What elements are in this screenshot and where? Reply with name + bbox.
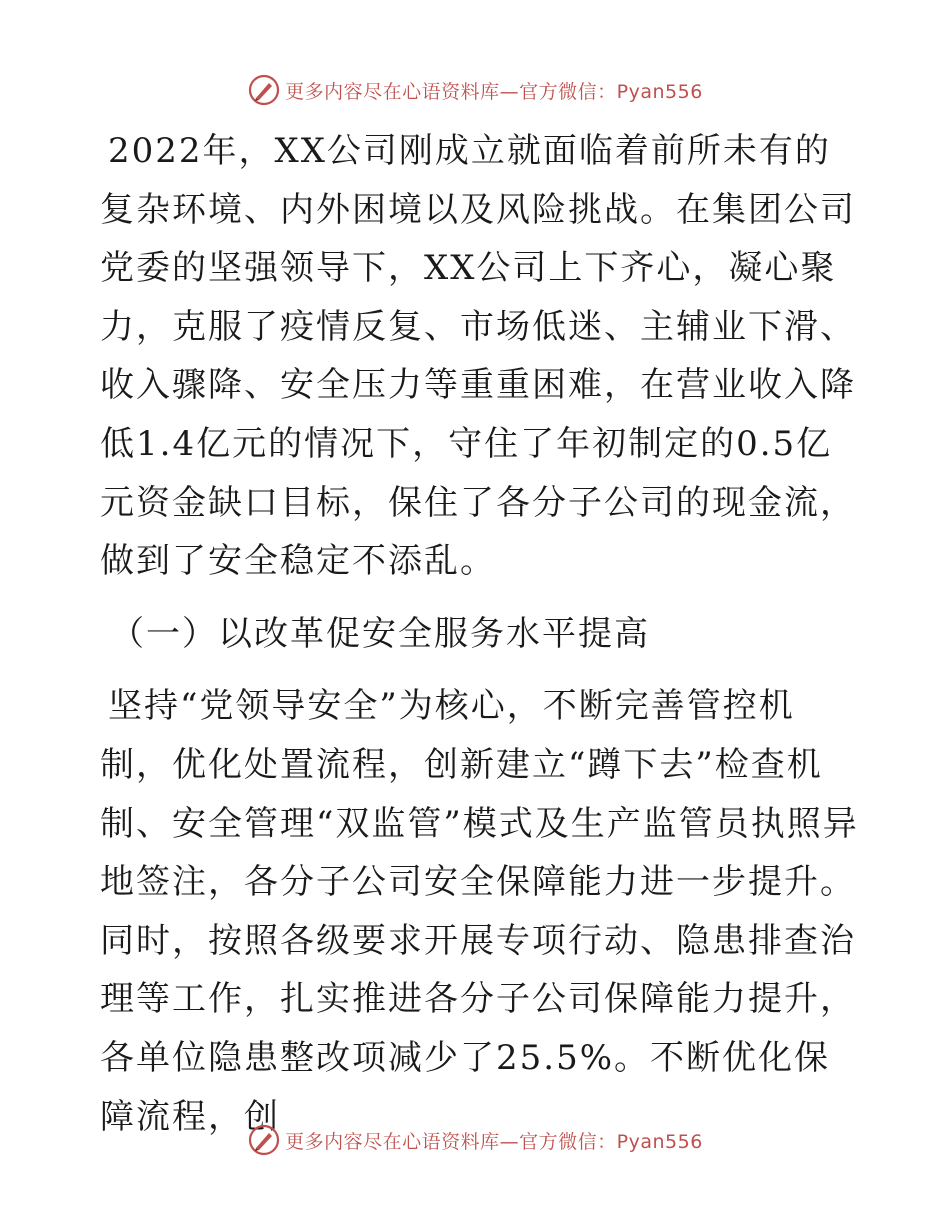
paragraph-intro: 2022年，XX公司刚成立就面临着前所未有的复杂环境、内外困境以及风险挑战。在集团公司党委的坚强领导下，XX公司上下齐心，凝心聚力，克服了疫情反复、市场低迷、主辅业下滑、收入骤降、安全压力等重重困难，在营业收入降低1.4亿元的情况下，守住了年初制定的0.5亿元资金缺口目标，保住了各分子公司的现金流，做到了安全稳定不添乱。: [100, 131, 856, 582]
section-heading: （一）以改革促安全服务水平提高: [110, 613, 650, 654]
document-body: [100, 122, 860, 1146]
paragraph-safety: 坚持“党领导安全”为核心，不断完善管控机制，优化处置流程，创新建立“蹲下去”检查机制、安全管理“双监管”模式及生产监管员执照异地签注，各分子公司安全保障能力进一步提升。同时，按照各级要求开展专项行动、隐患排查治理等工作，扎实推进各分子公司保障能力提升，各单位隐患整改项减少了25.5%。不断优化保障流程，创: [100, 686, 859, 1137]
watermark-footer: [0, 1120, 950, 1160]
pen-logo-icon: [247, 73, 281, 107]
pen-logo-icon: [247, 1123, 281, 1157]
watermark-text: 更多内容尽在心语资料库—官方微信：Pyan556: [285, 1130, 703, 1153]
watermark-text: 更多内容尽在心语资料库—官方微信：Pyan556: [285, 80, 703, 103]
watermark-header: [0, 70, 950, 110]
